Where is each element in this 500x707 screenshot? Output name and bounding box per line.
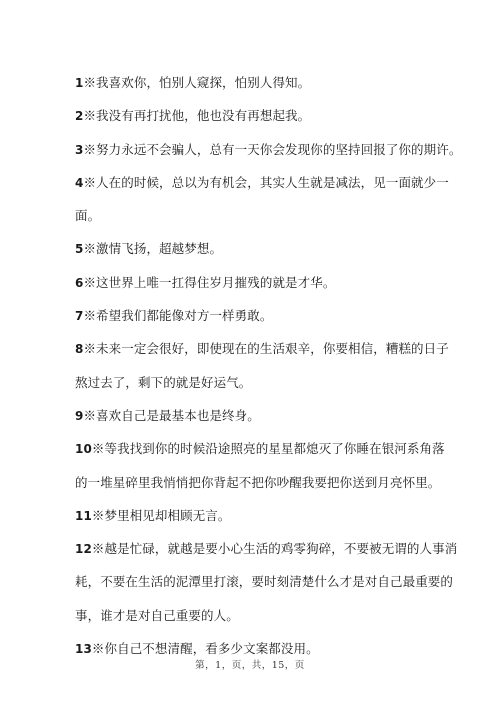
quote-number: 11 bbox=[75, 508, 92, 523]
quote-text: ※这世界上唯一扛得住岁月摧残的就是才华。 bbox=[83, 274, 336, 290]
quote-list bbox=[75, 66, 462, 665]
quote-text: ※努力永远不会骗人，总有一天你会发现你的坚持回报了你的期许。 bbox=[83, 141, 462, 157]
quote-text: ※人在的时候，总以为有机会，其实人生就是减法，见一面就少一 bbox=[83, 174, 449, 190]
quote-number: 2 bbox=[75, 109, 84, 124]
quote-number: 4 bbox=[75, 175, 84, 190]
quote-line-12-cont-1 bbox=[75, 565, 454, 598]
quote-text: ※希望我们都能像对方一样勇敢。 bbox=[83, 308, 273, 324]
quote-number: 6 bbox=[75, 275, 84, 290]
quote-line-10-cont bbox=[75, 466, 441, 499]
quote-text: ※喜欢自己是最基本也是终身。 bbox=[83, 407, 260, 423]
quote-number: 13 bbox=[75, 642, 92, 657]
quote-text: 事，谁才是对自己重要的人。 bbox=[75, 607, 239, 623]
page-footer: 第，1，页，共，15，页 bbox=[195, 660, 305, 671]
quote-text: ※等我找到你的时候沿途照亮的星星都熄灭了你睡在银河系角落 bbox=[91, 441, 445, 457]
quote-text: 面。 bbox=[75, 208, 101, 224]
quote-text: ※激情飞扬，超越梦想。 bbox=[83, 241, 223, 257]
quote-number: 8 bbox=[75, 342, 84, 357]
quote-line-6 bbox=[75, 266, 427, 299]
quote-line-4 bbox=[75, 166, 449, 199]
quote-text: ※我喜欢你，怕别人窥探，怕别人得知。 bbox=[83, 75, 311, 90]
quote-line-9 bbox=[75, 399, 427, 432]
quote-line-7 bbox=[75, 299, 427, 332]
quote-text: ※越是忙碌，就越是要小心生活的鸡零狗碎，不要被无谓的人事消 bbox=[91, 541, 458, 557]
quote-line-3 bbox=[75, 133, 462, 166]
quote-number: 10 bbox=[75, 442, 92, 457]
quote-line-1 bbox=[75, 66, 427, 99]
quote-text: ※你自己不想清醒，看多少文案都没用。 bbox=[91, 641, 319, 657]
quote-line-12-cont-2 bbox=[75, 599, 427, 632]
quote-text: 熬过去了，剩下的就是好运气。 bbox=[75, 374, 252, 390]
quote-line-4-cont bbox=[75, 199, 427, 232]
quote-text: 耗，不要在生活的泥潭里打滚，要时刻清楚什么才是对自己最重要的 bbox=[75, 574, 454, 590]
quote-line-8 bbox=[75, 332, 449, 365]
quote-text: ※梦里相见却相顾无言。 bbox=[91, 507, 231, 523]
quote-number: 7 bbox=[75, 309, 84, 324]
quote-number: 12 bbox=[75, 542, 92, 557]
quote-number: 9 bbox=[75, 408, 84, 423]
quote-text: ※我没有再打扰他，他也没有再想起我。 bbox=[83, 108, 311, 124]
quote-line-2 bbox=[75, 99, 427, 132]
quote-line-10 bbox=[75, 432, 445, 465]
quote-line-8-cont bbox=[75, 366, 427, 399]
quote-text: 的一堆星碎里我悄悄把你背起不把你吵醒我要把你送到月亮怀里。 bbox=[75, 474, 441, 490]
quote-line-12 bbox=[75, 532, 458, 565]
quote-number: 5 bbox=[75, 242, 84, 257]
quote-line-11 bbox=[75, 499, 427, 532]
quote-number: 1 bbox=[75, 76, 84, 90]
quote-line-5 bbox=[75, 232, 427, 265]
quote-text: ※未来一定会很好，即使现在的生活艰辛，你要相信，糟糕的日子 bbox=[83, 341, 449, 357]
quote-number: 3 bbox=[75, 142, 84, 157]
